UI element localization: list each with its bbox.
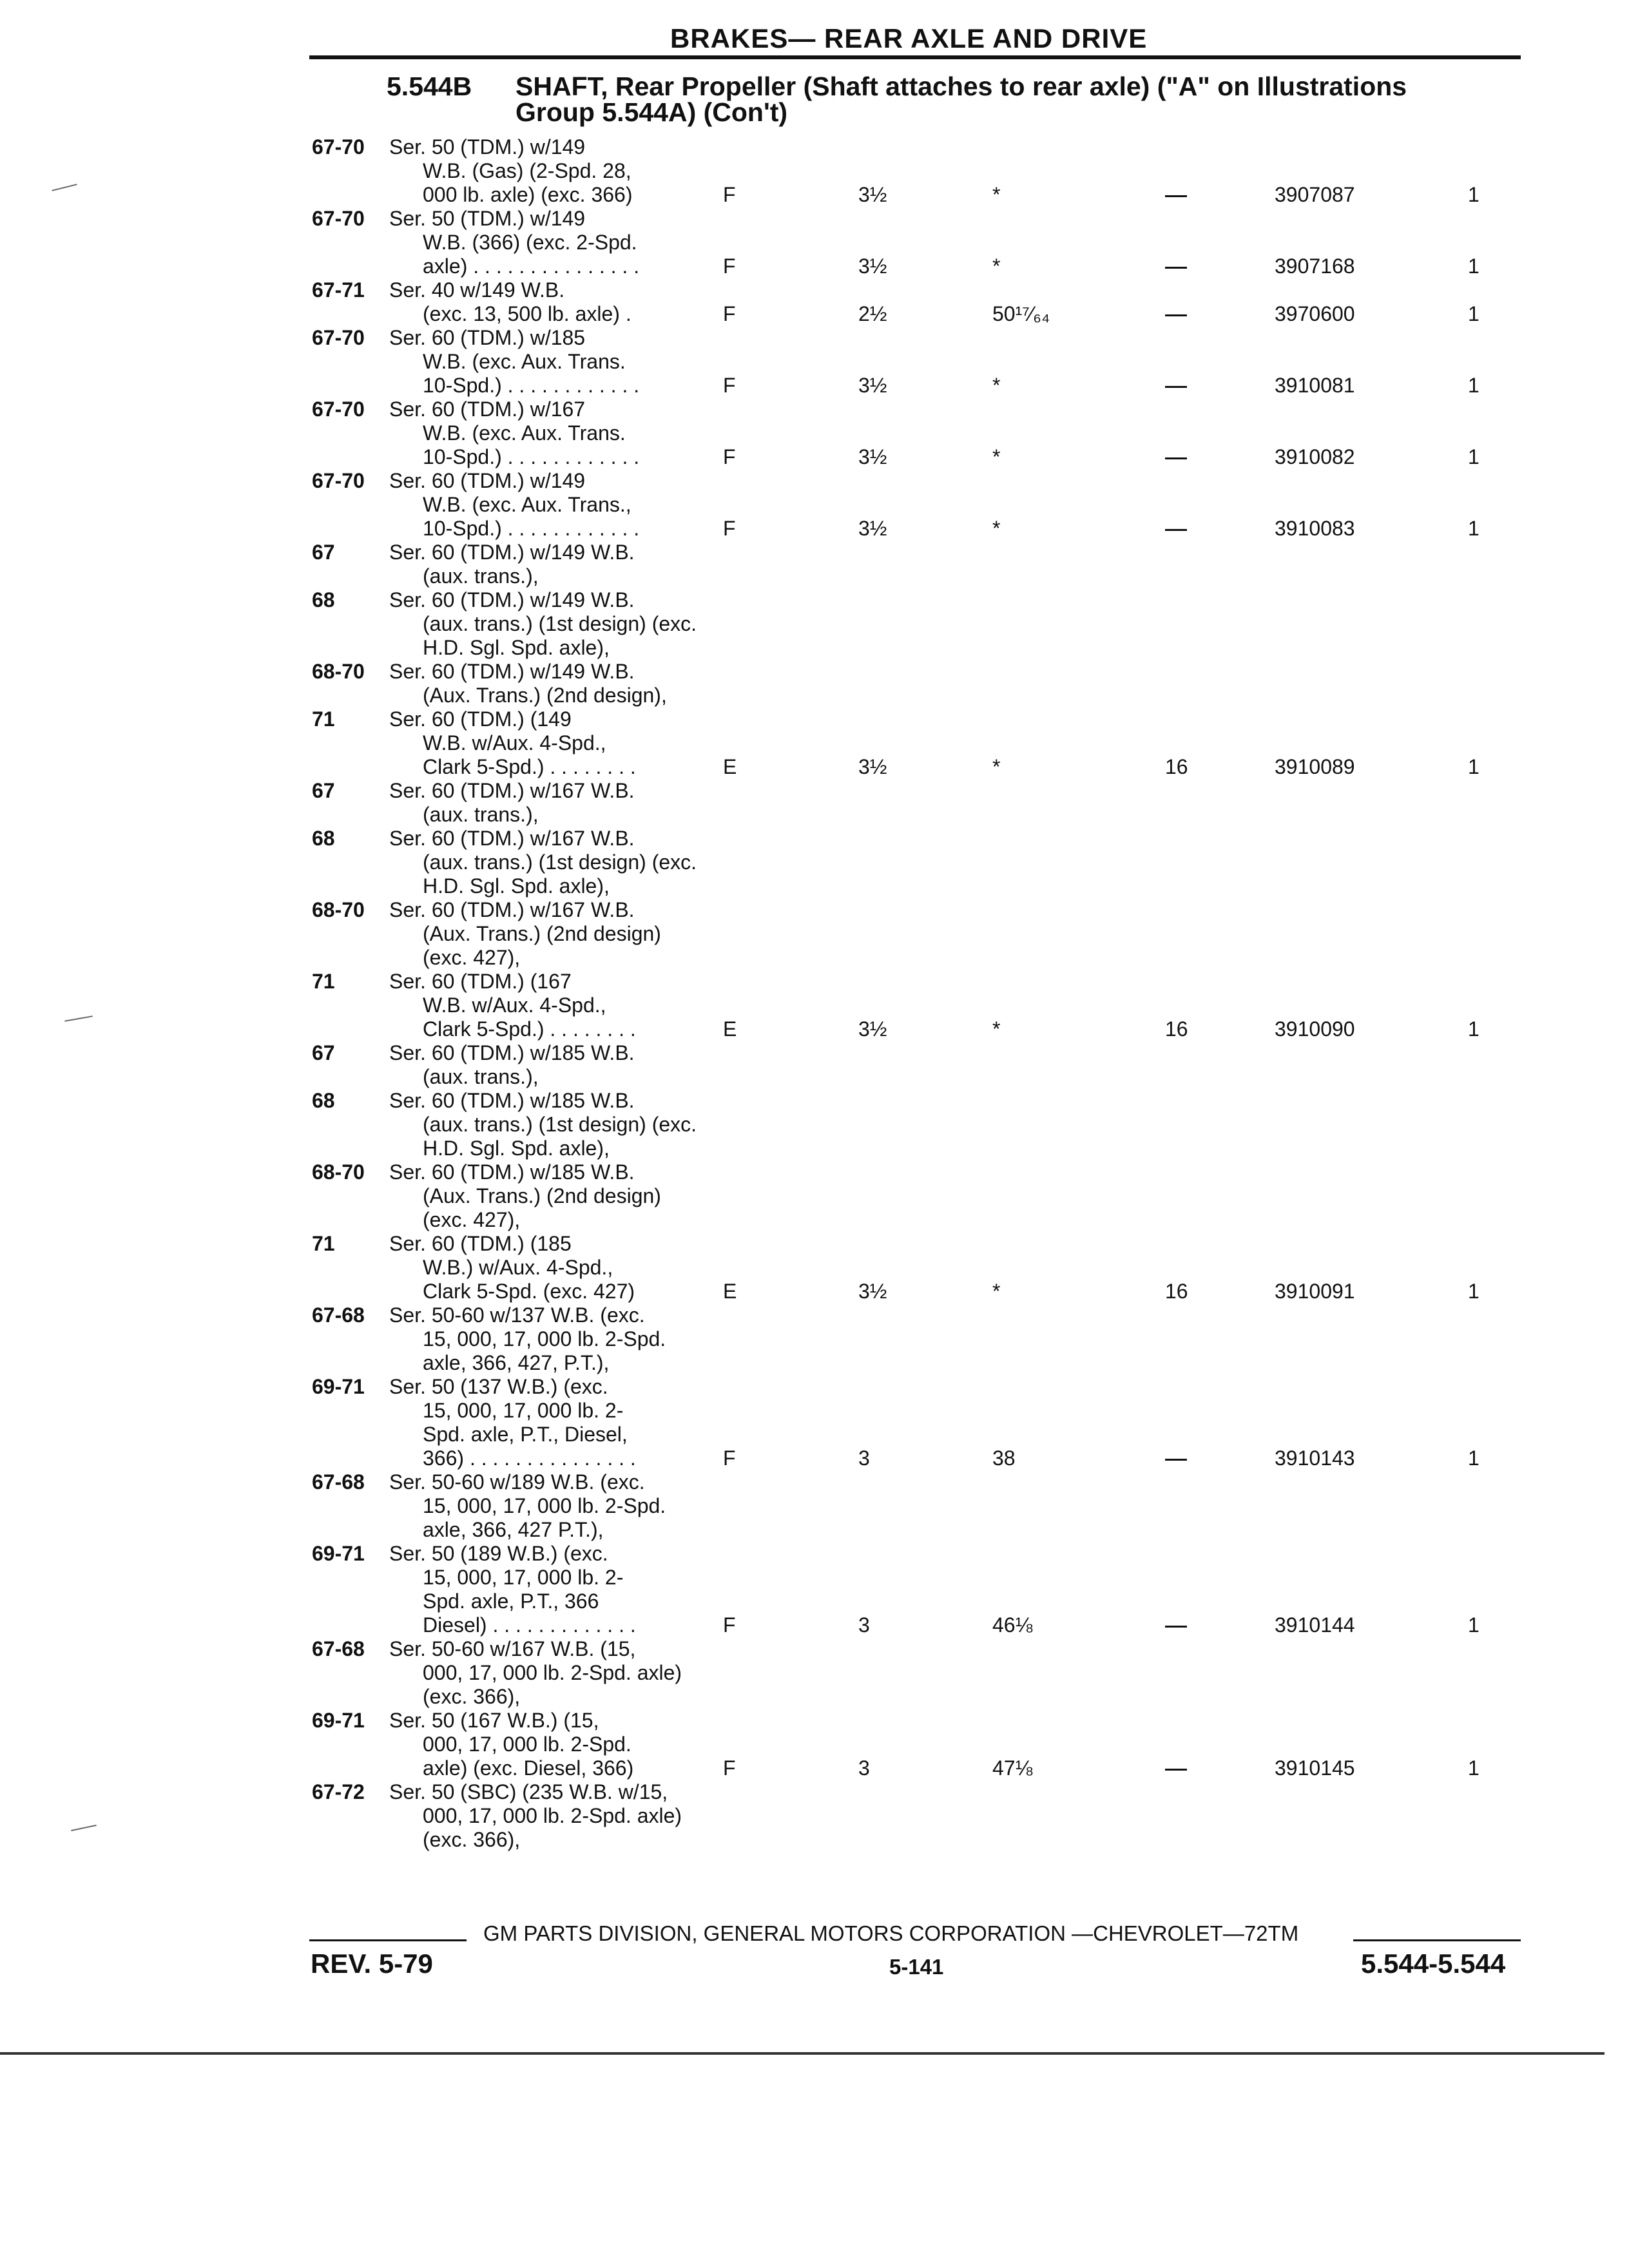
- col-qty: 1: [1468, 517, 1480, 540]
- description-line: H.D. Sgl. Spd. axle),: [423, 1137, 610, 1160]
- col-dia: 3½: [858, 517, 887, 540]
- description-line: axle, 366, 427, P.T.),: [423, 1351, 610, 1374]
- description-line: 000, 17, 000 lb. 2-Spd. axle): [423, 1661, 682, 1684]
- description-line: Ser. 50 (TDM.) w/149: [389, 135, 586, 159]
- col-splines: 16: [1165, 755, 1188, 778]
- description-line: W.B. (exc. Aux. Trans.: [423, 350, 626, 373]
- part-entry: [0, 1303, 1629, 1470]
- col-qty: 1: [1468, 1756, 1480, 1780]
- part-entry: [0, 278, 1629, 326]
- model-years: 69-71: [312, 1709, 365, 1732]
- col-part: 3910082: [1275, 445, 1355, 468]
- section-title-line1: SHAFT, Rear Propeller (Shaft attaches to rear axle) ("A" on Illustrations: [516, 72, 1407, 101]
- col-splines: [1165, 1613, 1187, 1637]
- header-rule: [309, 55, 1521, 59]
- description-line: Ser. 60 (TDM.) (167: [389, 970, 572, 993]
- part-entry: [0, 779, 1629, 1041]
- model-years: 67-72: [312, 1780, 365, 1803]
- col-type: F: [723, 255, 736, 278]
- col-part: 3910091: [1275, 1280, 1355, 1303]
- description-line: Ser. 50 (189 W.B.) (exc.: [389, 1542, 608, 1565]
- col-length: 38: [992, 1446, 1016, 1470]
- col-length: *: [992, 517, 1001, 540]
- model-years: 68: [312, 827, 335, 850]
- description-line: 15, 000, 17, 000 lb. 2-: [423, 1399, 624, 1422]
- col-qty: 1: [1468, 755, 1480, 778]
- description-line: Ser. 60 (TDM.) w/149 W.B.: [389, 541, 635, 564]
- description-line: 000, 17, 000 lb. 2-Spd.: [423, 1733, 631, 1756]
- col-type: E: [723, 1280, 737, 1303]
- usage-description: [389, 398, 639, 469]
- model-years: 67-70: [312, 469, 365, 492]
- description-line: Ser. 60 (TDM.) w/167 W.B.: [389, 779, 635, 802]
- col-dia: 3½: [858, 1280, 887, 1303]
- model-years: 69-71: [312, 1375, 365, 1398]
- footer-rule-left: [309, 1939, 467, 1941]
- usage-description: [389, 1470, 666, 1637]
- description-line: (exc. 13, 500 lb. axle) .: [423, 302, 631, 325]
- footer-rule-right: [1353, 1939, 1521, 1941]
- model-years: 67: [312, 541, 335, 564]
- page-header-title: BRAKES— REAR AXLE AND DRIVE: [670, 23, 1148, 53]
- col-length: *: [992, 183, 1001, 206]
- col-part: 3910144: [1275, 1613, 1355, 1637]
- col-qty: 1: [1468, 1613, 1480, 1637]
- col-dia: 3: [858, 1613, 870, 1637]
- col-type: F: [723, 302, 736, 325]
- col-part: 3910089: [1275, 755, 1355, 778]
- section-title-line2: Group 5.544A) (Con't): [516, 97, 788, 127]
- col-qty: 1: [1468, 374, 1480, 397]
- description-line: Ser. 60 (TDM.) w/167 W.B.: [389, 827, 635, 850]
- col-type: F: [723, 1613, 736, 1637]
- col-qty: 1: [1468, 302, 1480, 325]
- col-type: F: [723, 445, 736, 468]
- col-length: *: [992, 255, 1001, 278]
- description-line: Ser. 60 (TDM.) (185: [389, 1232, 572, 1255]
- description-line: Ser. 50 (SBC) (235 W.B. w/15,: [389, 1780, 668, 1803]
- col-type: F: [723, 1446, 736, 1470]
- description-line: Clark 5-Spd.) . . . . . . . .: [423, 1017, 636, 1041]
- model-years: 67: [312, 1041, 335, 1064]
- col-type: F: [723, 374, 736, 397]
- description-line: (Aux. Trans.) (2nd design): [423, 922, 661, 945]
- col-splines: 16: [1165, 1280, 1188, 1303]
- col-dia: 3½: [858, 445, 887, 468]
- footer-revision: REV. 5-79: [311, 1948, 433, 1979]
- usage-description: [389, 135, 633, 207]
- description-line: (exc. 427),: [423, 1208, 521, 1231]
- description-line: Ser. 50-60 w/167 W.B. (15,: [389, 1637, 636, 1660]
- col-qty: 1: [1468, 255, 1480, 278]
- col-qty: 1: [1468, 1280, 1480, 1303]
- usage-description: [389, 1303, 666, 1470]
- description-line: Ser. 60 (TDM.) w/149: [389, 469, 586, 492]
- part-entry: [0, 326, 1629, 398]
- col-part: 3907168: [1275, 255, 1355, 278]
- part-entry: [0, 398, 1629, 469]
- description-line: W.B. (366) (exc. 2-Spd.: [423, 231, 637, 254]
- usage-description: [389, 207, 639, 278]
- col-length: 50¹⁷⁄₆₄: [992, 302, 1050, 325]
- model-years: 71: [312, 1232, 335, 1255]
- model-years: 71: [312, 970, 335, 993]
- description-line: Ser. 60 (TDM.) w/185: [389, 326, 586, 349]
- model-years: 68-70: [312, 898, 365, 921]
- col-type: E: [723, 1017, 737, 1041]
- col-dia: 3½: [858, 255, 887, 278]
- usage-description: [389, 278, 631, 326]
- col-part: 3910090: [1275, 1017, 1355, 1041]
- col-splines: [1165, 445, 1187, 469]
- description-line: 15, 000, 17, 000 lb. 2-Spd.: [423, 1327, 666, 1350]
- description-line: W.B.) w/Aux. 4-Spd.,: [423, 1256, 613, 1279]
- col-type: F: [723, 183, 736, 206]
- col-splines: [1165, 517, 1187, 541]
- model-years: 67-70: [312, 207, 365, 230]
- col-qty: 1: [1468, 183, 1480, 206]
- col-length: 47⅛: [992, 1756, 1033, 1780]
- description-line: 000 lb. axle) (exc. 366): [423, 183, 633, 206]
- usage-description: [389, 779, 697, 1041]
- description-line: (aux. trans.),: [423, 564, 539, 588]
- model-years: 67-70: [312, 326, 365, 349]
- model-years: 69-71: [312, 1542, 365, 1565]
- col-dia: 3: [858, 1446, 870, 1470]
- description-line: (aux. trans.) (1st design) (exc.: [423, 1113, 697, 1136]
- description-line: H.D. Sgl. Spd. axle),: [423, 636, 610, 659]
- part-entry: [0, 1780, 1629, 1852]
- col-length: 46⅛: [992, 1613, 1033, 1637]
- description-line: W.B. (Gas) (2-Spd. 28,: [423, 159, 631, 182]
- part-entry: [0, 541, 1629, 779]
- model-years: 68-70: [312, 1160, 365, 1184]
- model-years: 68-70: [312, 660, 365, 683]
- col-dia: 3½: [858, 183, 887, 206]
- description-line: 000, 17, 000 lb. 2-Spd. axle): [423, 1804, 682, 1827]
- col-length: *: [992, 1280, 1001, 1303]
- description-line: Ser. 60 (TDM.) (149: [389, 707, 572, 731]
- description-line: Ser. 60 (TDM.) w/149 W.B.: [389, 588, 635, 611]
- col-splines: [1165, 374, 1187, 398]
- description-line: Spd. axle, P.T., Diesel,: [423, 1423, 628, 1446]
- description-line: (exc. 427),: [423, 946, 521, 969]
- col-qty: 1: [1468, 1446, 1480, 1470]
- model-years: 68: [312, 588, 335, 611]
- model-years: 67-71: [312, 278, 365, 302]
- description-line: Ser. 60 (TDM.) w/167: [389, 398, 586, 421]
- description-line: 10-Spd.) . . . . . . . . . . . .: [423, 374, 640, 397]
- usage-description: [389, 1780, 682, 1852]
- col-dia: 3: [858, 1756, 870, 1780]
- usage-description: [389, 469, 639, 541]
- footer-publisher: GM PARTS DIVISION, GENERAL MOTORS CORPORATION —CHEVROLET—72TM: [483, 1921, 1299, 1945]
- col-length: *: [992, 445, 1001, 468]
- part-entry: [0, 1637, 1629, 1780]
- model-years: 67-68: [312, 1303, 365, 1327]
- description-line: Ser. 40 w/149 W.B.: [389, 278, 565, 302]
- col-dia: 3½: [858, 755, 887, 778]
- col-part: 3910081: [1275, 374, 1355, 397]
- col-length: *: [992, 755, 1001, 778]
- description-line: Clark 5-Spd. (exc. 427): [423, 1280, 635, 1303]
- col-length: *: [992, 374, 1001, 397]
- description-line: Ser. 50 (137 W.B.) (exc.: [389, 1375, 608, 1398]
- col-type: F: [723, 517, 736, 540]
- description-line: 15, 000, 17, 000 lb. 2-: [423, 1566, 624, 1589]
- col-splines: [1165, 302, 1187, 326]
- col-part: 3910143: [1275, 1446, 1355, 1470]
- description-line: Spd. axle, P.T., 366: [423, 1590, 599, 1613]
- description-line: Diesel) . . . . . . . . . . . . .: [423, 1613, 636, 1637]
- col-splines: [1165, 1756, 1187, 1780]
- description-line: 10-Spd.) . . . . . . . . . . . .: [423, 445, 640, 468]
- model-years: 67-68: [312, 1470, 365, 1494]
- description-line: Ser. 60 (TDM.) w/185 W.B.: [389, 1089, 635, 1112]
- part-entry: [0, 469, 1629, 541]
- description-line: axle) . . . . . . . . . . . . . . .: [423, 255, 640, 278]
- description-line: (Aux. Trans.) (2nd design): [423, 1184, 661, 1207]
- description-line: W.B. w/Aux. 4-Spd.,: [423, 731, 606, 754]
- description-line: (aux. trans.) (1st design) (exc.: [423, 850, 697, 874]
- model-years: 67-70: [312, 398, 365, 421]
- parts-list: [0, 135, 1629, 1852]
- description-line: W.B. w/Aux. 4-Spd.,: [423, 994, 606, 1017]
- description-line: Ser. 60 (TDM.) w/149 W.B.: [389, 660, 635, 683]
- col-splines: [1165, 255, 1187, 278]
- col-dia: 3½: [858, 374, 887, 397]
- description-line: Ser. 60 (TDM.) w/185 W.B.: [389, 1160, 635, 1184]
- description-line: (aux. trans.),: [423, 1065, 539, 1088]
- usage-description: [389, 1041, 697, 1303]
- col-qty: 1: [1468, 445, 1480, 468]
- footer-section-range: 5.544-5.544: [1361, 1948, 1506, 1979]
- usage-description: [389, 326, 639, 398]
- description-line: 15, 000, 17, 000 lb. 2-Spd.: [423, 1494, 666, 1517]
- model-years: 67-68: [312, 1637, 365, 1660]
- description-line: W.B. (exc. Aux. Trans.: [423, 421, 626, 445]
- usage-description: [389, 1637, 682, 1780]
- description-line: Ser. 50 (167 W.B.) (15,: [389, 1709, 599, 1732]
- description-line: Ser. 50-60 w/189 W.B. (exc.: [389, 1470, 645, 1494]
- col-splines: 16: [1165, 1017, 1188, 1041]
- col-part: 3970600: [1275, 302, 1355, 325]
- description-line: (aux. trans.) (1st design) (exc.: [423, 612, 697, 635]
- model-years: 67-70: [312, 135, 365, 159]
- model-years: 71: [312, 707, 335, 731]
- part-entry: [0, 1041, 1629, 1303]
- description-line: Ser. 60 (TDM.) w/185 W.B.: [389, 1041, 635, 1064]
- col-length: *: [992, 1017, 1001, 1041]
- description-line: axle) (exc. Diesel, 366): [423, 1756, 634, 1780]
- col-part: 3907087: [1275, 183, 1355, 206]
- col-type: F: [723, 1756, 736, 1780]
- col-qty: 1: [1468, 1017, 1480, 1041]
- description-line: (aux. trans.),: [423, 803, 539, 826]
- description-line: Ser. 50-60 w/137 W.B. (exc.: [389, 1303, 645, 1327]
- description-line: W.B. (exc. Aux. Trans.,: [423, 493, 631, 516]
- usage-description: [389, 541, 697, 779]
- section-number: 5.544B: [387, 72, 472, 101]
- description-line: Ser. 50 (TDM.) w/149: [389, 207, 586, 230]
- col-type: E: [723, 755, 737, 778]
- description-line: Ser. 60 (TDM.) w/167 W.B.: [389, 898, 635, 921]
- description-line: 366) . . . . . . . . . . . . . . .: [423, 1446, 636, 1470]
- description-line: Clark 5-Spd.) . . . . . . . .: [423, 755, 636, 778]
- model-years: 67: [312, 779, 335, 802]
- description-line: H.D. Sgl. Spd. axle),: [423, 874, 610, 898]
- part-entry: [0, 1470, 1629, 1637]
- part-entry: [0, 207, 1629, 278]
- description-line: 10-Spd.) . . . . . . . . . . . .: [423, 517, 640, 540]
- description-line: (exc. 366),: [423, 1685, 521, 1708]
- page-bottom-rule: [0, 2052, 1605, 2055]
- col-dia: 2½: [858, 302, 887, 325]
- col-part: 3910145: [1275, 1756, 1355, 1780]
- description-line: (Aux. Trans.) (2nd design),: [423, 684, 667, 707]
- description-line: (exc. 366),: [423, 1828, 521, 1851]
- footer-page-number: 5-141: [889, 1955, 944, 1979]
- col-dia: 3½: [858, 1017, 887, 1041]
- col-splines: [1165, 1446, 1187, 1470]
- part-entry: [0, 135, 1629, 207]
- description-line: axle, 366, 427 P.T.),: [423, 1518, 604, 1541]
- col-part: 3910083: [1275, 517, 1355, 540]
- model-years: 68: [312, 1089, 335, 1112]
- col-splines: [1165, 183, 1187, 207]
